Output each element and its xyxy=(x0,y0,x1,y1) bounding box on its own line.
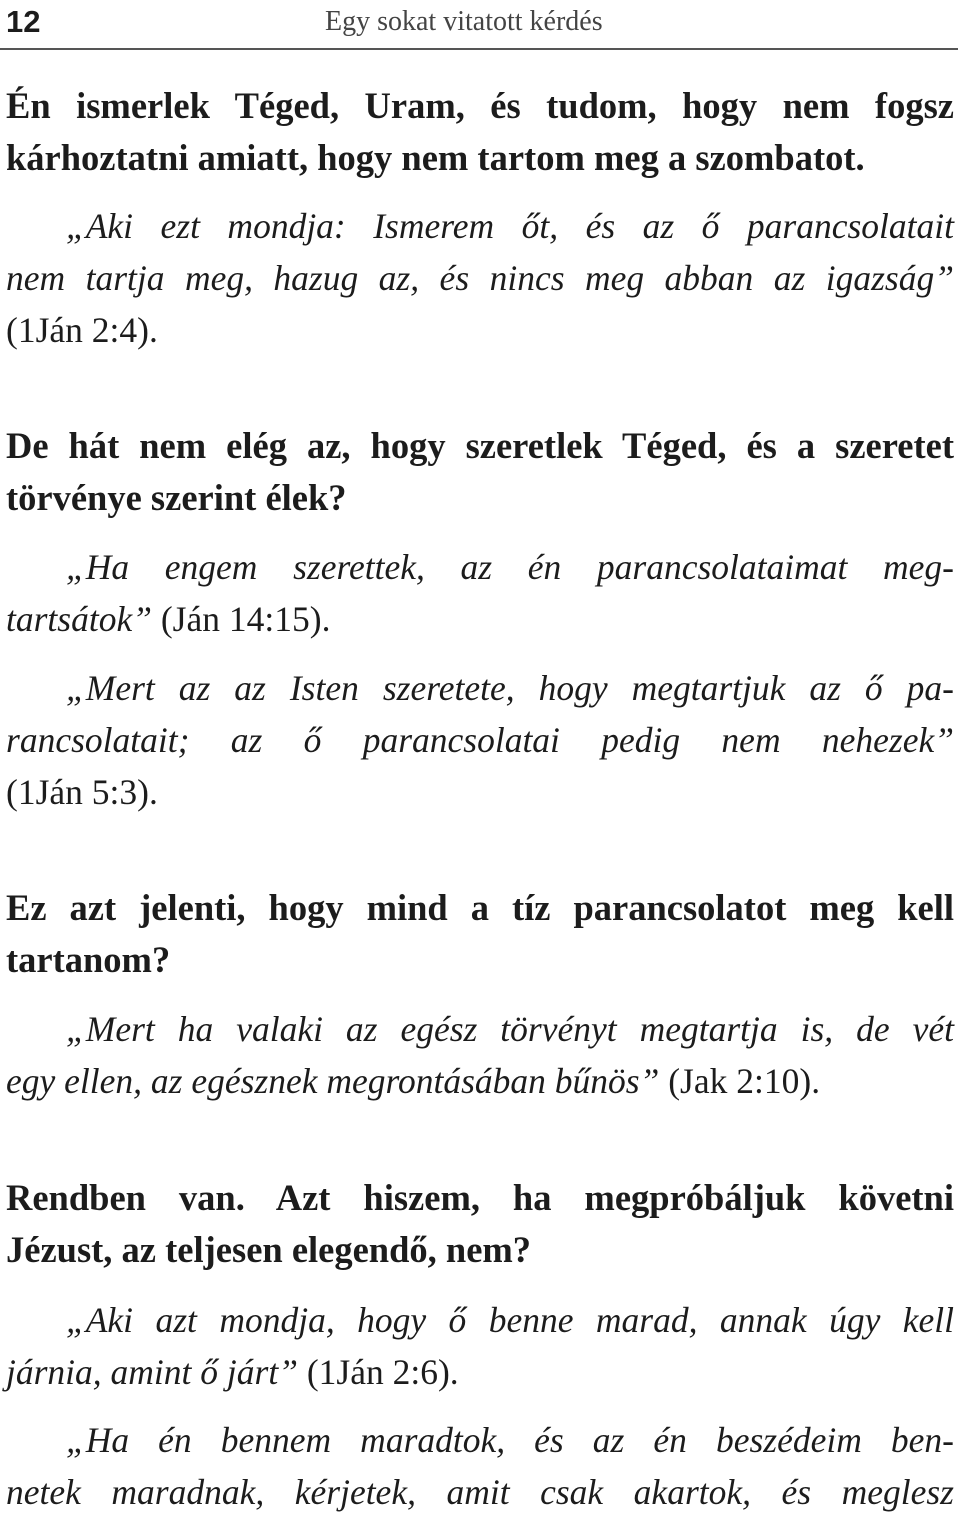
quote-4-line-1: „Mert ha valaki az egész törvényt megtartja is, de vét xyxy=(66,1009,954,1049)
quote-1 xyxy=(6,200,954,356)
quote-5-line-2: járnia, amint ő járt” xyxy=(6,1352,298,1392)
quote-1-line-2: nem tartja meg, hazug az, és nincs meg abban az igazság” xyxy=(6,258,954,298)
quote-1-reference: (1Ján 2:4). xyxy=(6,310,158,350)
quote-5-reference: (1Ján 2:6). xyxy=(306,1352,459,1392)
page-header xyxy=(0,0,958,50)
quote-2-line-1: „Ha engem szerettek, az én parancsolataimat meg- xyxy=(66,547,954,587)
question-3-line-1: Ez azt jelenti, hogy mind a tíz parancsolatot meg kell xyxy=(6,887,954,928)
quote-3-line-2: rancsolatait; az ő parancsolatai pedig nem nehezek” xyxy=(6,720,954,760)
quote-4 xyxy=(6,1003,954,1107)
question-4-line-2: Jézust, az teljesen elegendő, nem? xyxy=(6,1229,532,1270)
quote-5-line-1: „Aki azt mondja, hogy ő benne marad, annak úgy kell xyxy=(66,1300,954,1340)
question-1-line-2: kárhoztatni amiatt, hogy nem tartom meg a szombatot. xyxy=(6,137,865,178)
question-4 xyxy=(6,1172,954,1276)
quote-4-line-2: egy ellen, az egésznek megrontásában bűnös” xyxy=(6,1061,660,1101)
question-3 xyxy=(6,882,954,986)
quote-4-reference: (Jak 2:10). xyxy=(668,1061,821,1101)
quote-6 xyxy=(6,1414,954,1518)
quote-6-line-2: netek maradnak, kérjetek, amit csak akartok, és meglesz xyxy=(6,1472,954,1512)
quote-2 xyxy=(6,541,954,645)
quote-2-reference: (Ján 14:15). xyxy=(160,599,331,639)
quote-2-line-2: tartsátok” xyxy=(6,599,152,639)
quote-1-line-1: „Aki ezt mondja: Ismerem őt, és az ő parancsolatait xyxy=(66,206,954,246)
running-head: Egy sokat vitatott kérdés xyxy=(325,6,603,37)
question-3-line-2: tartanom? xyxy=(6,939,171,980)
quote-3-reference: (1Ján 5:3). xyxy=(6,772,158,812)
question-2-line-1: De hát nem elég az, hogy szeretlek Téged, és a szeretet xyxy=(6,425,954,466)
quote-3-line-1: „Mert az az Isten szeretete, hogy megtartjuk az ő pa- xyxy=(66,668,954,708)
question-1-line-1: Én ismerlek Téged, Uram, és tudom, hogy nem fogsz xyxy=(6,85,954,126)
page-number: 12 xyxy=(6,4,41,39)
quote-5 xyxy=(6,1294,954,1398)
quote-6-line-1: „Ha én bennem maradtok, és az én beszédeim ben- xyxy=(66,1420,954,1460)
question-2-line-2: törvénye szerint élek? xyxy=(6,477,347,518)
question-2 xyxy=(6,420,954,524)
quote-3 xyxy=(6,662,954,818)
question-4-line-1: Rendben van. Azt hiszem, ha megpróbáljuk követni xyxy=(6,1177,954,1218)
question-1 xyxy=(6,80,954,184)
